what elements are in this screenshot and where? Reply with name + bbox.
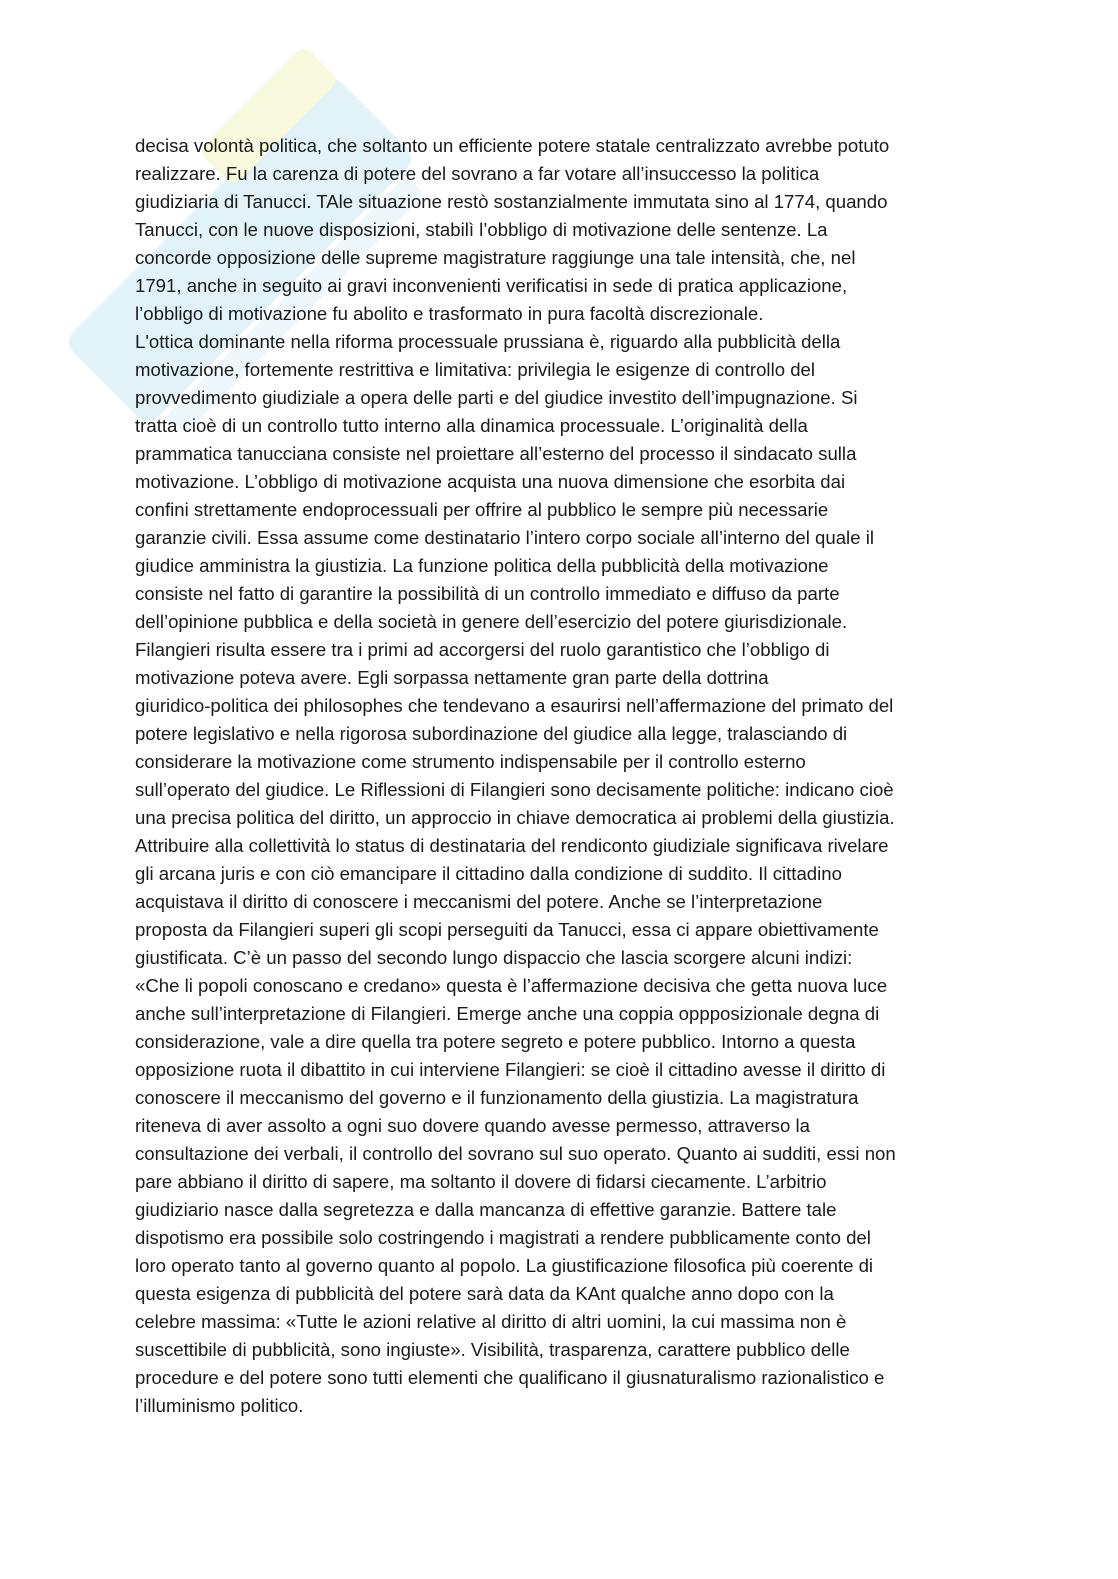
- text-line: giudice amministra la giustizia. La funzione politica della pubblicità della motivazione: [135, 555, 829, 576]
- text-line: decisa volontà politica, che soltanto un efficiente potere statale centralizzato avrebbe potuto: [135, 135, 890, 156]
- text-line: giudiziaria di Tanucci. TAle situazione restò sostanzialmente immutata sino al 1774, quando: [135, 191, 888, 212]
- text-line: Tanucci, con le nuove disposizioni, stabilì l’obbligo di motivazione delle sentenze. La: [135, 219, 828, 240]
- text-line: Filangieri risulta essere tra i primi ad accorgersi del ruolo garantistico che l’obbligo di: [135, 639, 830, 660]
- text-line: opposizione ruota il dibattito in cui interviene Filangieri: se cioè il cittadino avesse il diritto di: [135, 1059, 886, 1080]
- text-line: considerazione, vale a dire quella tra potere segreto e potere pubblico. Intorno a questa: [135, 1031, 856, 1052]
- text-line: concorde opposizione delle supreme magistrature raggiunge una tale intensità, che, nel: [135, 247, 856, 268]
- text-line: garanzie civili. Essa assume come destinatario l’intero corpo sociale all’interno del quale il: [135, 527, 874, 548]
- text-line: confini strettamente endoprocessuali per offrire al pubblico le sempre più necessarie: [135, 499, 829, 520]
- text-line: giudiziario nasce dalla segretezza e dalla mancanza di effettive garanzie. Battere tale: [135, 1199, 837, 1220]
- text-line: una precisa politica del diritto, un approccio in chiave democratica ai problemi della giustizia.: [135, 807, 895, 828]
- text-line: riteneva di aver assolto a ogni suo dovere quando avesse permesso, attraverso la: [135, 1115, 810, 1136]
- text-line: procedure e del potere sono tutti elementi che qualificano il giusnaturalismo razionalistico e: [135, 1367, 885, 1388]
- text-line: l’obbligo di motivazione fu abolito e trasformato in pura facoltà discrezionale.: [135, 303, 764, 324]
- text-line: Attribuire alla collettività lo status di destinataria del rendiconto giudiziale significava rivelare: [135, 835, 889, 856]
- text-line: pare abbiano il diritto di sapere, ma soltanto il dovere di fidarsi ciecamente. L’arbitrio: [135, 1171, 827, 1192]
- text-line: questa esigenza di pubblicità del potere sarà data da KAnt qualche anno dopo con la: [135, 1283, 834, 1304]
- text-line: motivazione, fortemente restrittiva e limitativa: privilegia le esigenze di controllo del: [135, 359, 816, 380]
- text-line: consultazione dei verbali, il controllo del sovrano sul suo operato. Quanto ai sudditi, essi non: [135, 1143, 896, 1164]
- text-line: giustificata. C’è un passo del secondo lungo dispaccio che lascia scorgere alcuni indizi:: [135, 947, 853, 968]
- text-line: «Che li popoli conoscano e credano» questa è l’affermazione decisiva che getta nuova luce: [135, 975, 888, 996]
- body-text: [135, 132, 975, 1420]
- text-line: tratta cioè di un controllo tutto interno alla dinamica processuale. L’originalità della: [135, 415, 808, 436]
- text-line: motivazione. L’obbligo di motivazione acquista una nuova dimensione che esorbita dai: [135, 471, 846, 492]
- text-line: acquistava il diritto di conoscere i meccanismi del potere. Anche se l’interpretazione: [135, 891, 823, 912]
- text-line: gli arcana juris e con ciò emancipare il cittadino dalla condizione di suddito. Il cittadino: [135, 863, 842, 884]
- text-line: motivazione poteva avere. Egli sorpassa nettamente gran parte della dottrina: [135, 667, 769, 688]
- text-line: giuridico-politica dei philosophes che tendevano a esaurirsi nell’affermazione del primato del: [135, 695, 894, 716]
- text-line: sull’operato del giudice. Le Riflessioni di Filangieri sono decisamente politiche: indicano cioè: [135, 779, 894, 800]
- text-line: dell’opinione pubblica e della società in genere dell’esercizio del potere giurisdizionale.: [135, 611, 848, 632]
- text-line: l’illuminismo politico.: [135, 1395, 304, 1416]
- text-line: conoscere il meccanismo del governo e il funzionamento della giustizia. La magistratura: [135, 1087, 859, 1108]
- text-line: realizzare. Fu la carenza di potere del sovrano a far votare all’insuccesso la politica: [135, 163, 820, 184]
- text-line: prammatica tanucciana consiste nel proiettare all’esterno del processo il sindacato sulla: [135, 443, 857, 464]
- text-line: potere legislativo e nella rigorosa subordinazione del giudice alla legge, tralasciando di: [135, 723, 848, 744]
- text-line: anche sull’interpretazione di Filangieri. Emerge anche una coppia oppposizionale degna di: [135, 1003, 880, 1024]
- text-line: L'ottica dominante nella riforma processuale prussiana è, riguardo alla pubblicità della: [135, 331, 841, 352]
- text-line: considerare la motivazione come strumento indispensabile per il controllo esterno: [135, 751, 806, 772]
- text-line: dispotismo era possibile solo costringendo i magistrati a rendere pubblicamente conto del: [135, 1227, 871, 1248]
- text-line: 1791, anche in seguito ai gravi inconvenienti verificatisi in sede di pratica applicazione,: [135, 275, 848, 296]
- text-line: suscettibile di pubblicità, sono ingiuste». Visibilità, trasparenza, carattere pubblico delle: [135, 1339, 850, 1360]
- text-line: celebre massima: «Tutte le azioni relative al diritto di altri uomini, la cui massima non è: [135, 1311, 847, 1332]
- text-line: consiste nel fatto di garantire la possibilità di un controllo immediato e diffuso da parte: [135, 583, 840, 604]
- text-line: provvedimento giudiziale a opera delle parti e del giudice investito dell’impugnazione. Si: [135, 387, 858, 408]
- text-line: proposta da Filangieri superi gli scopi perseguiti da Tanucci, essa ci appare obiettivamente: [135, 919, 879, 940]
- text-line: loro operato tanto al governo quanto al popolo. La giustificazione filosofica più coerente di: [135, 1255, 874, 1276]
